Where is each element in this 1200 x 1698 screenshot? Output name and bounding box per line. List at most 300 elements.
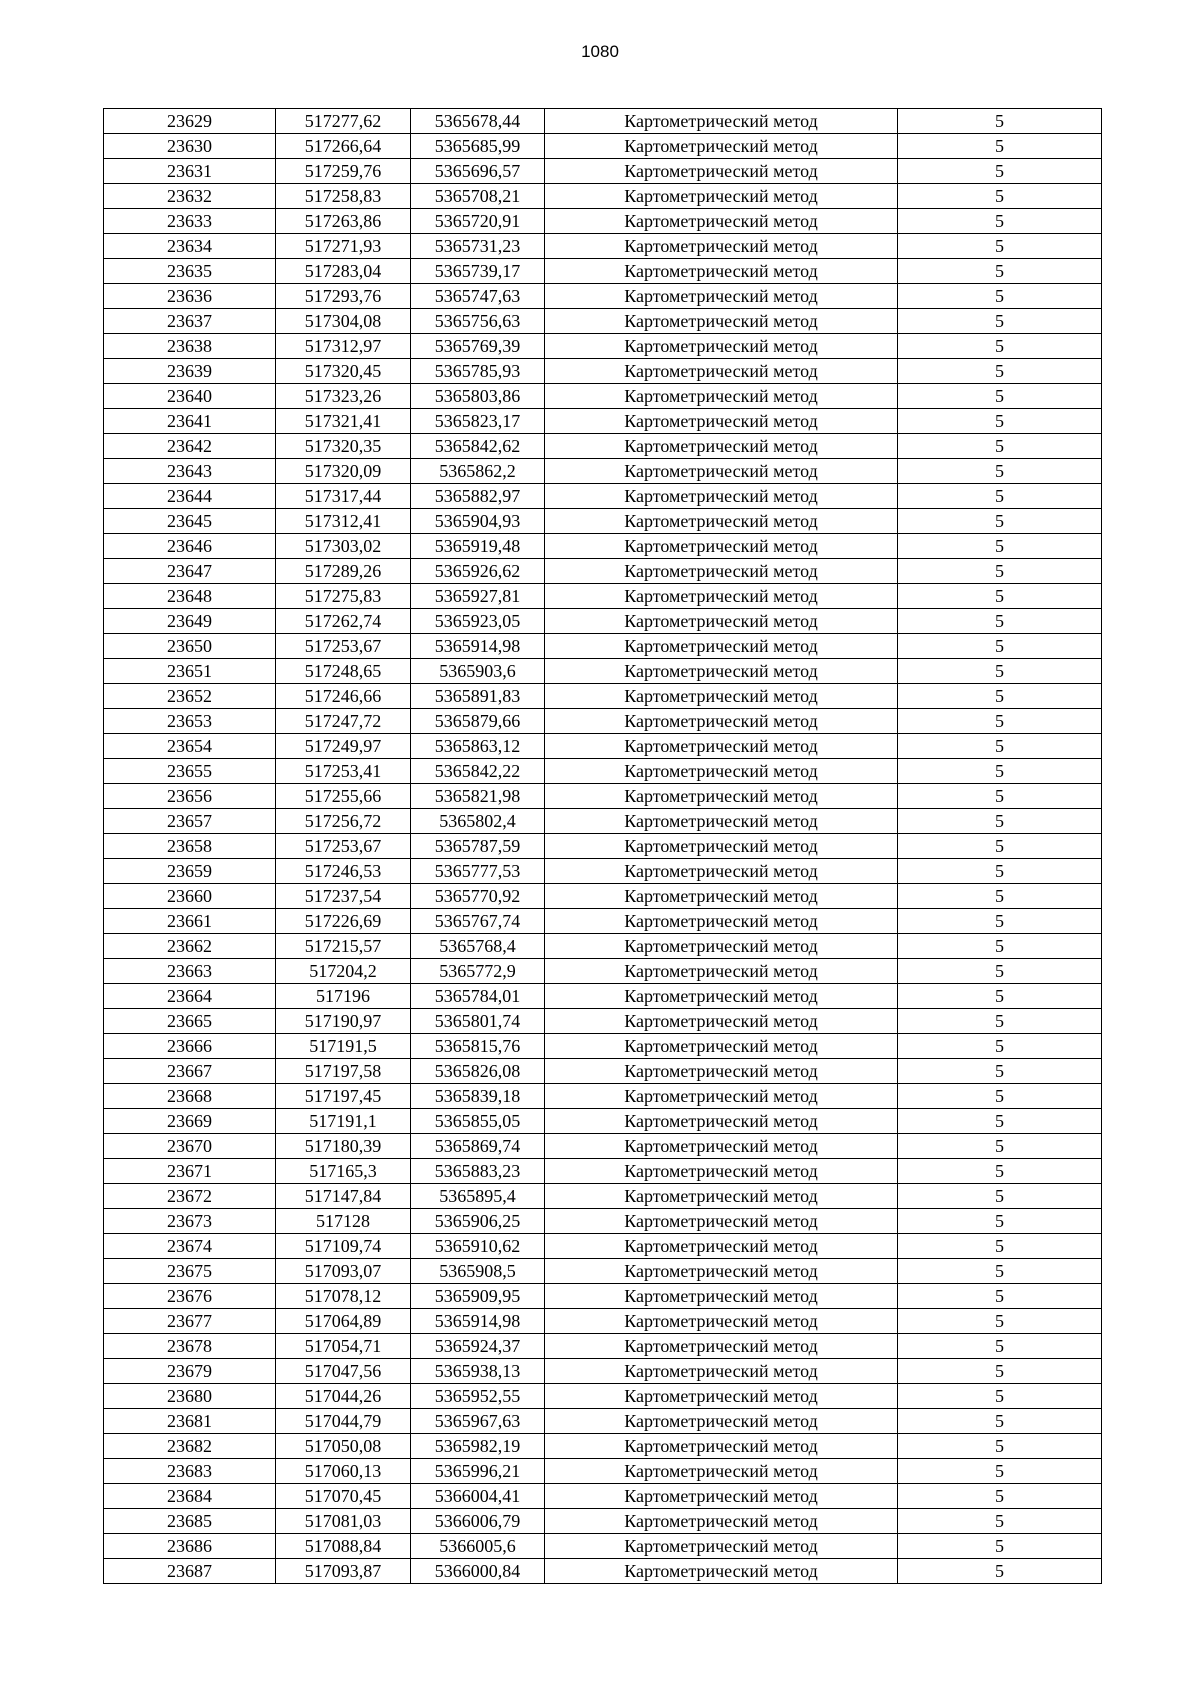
point-number-cell: 23634 xyxy=(104,234,276,259)
x-coordinate-cell: 517109,74 xyxy=(276,1234,411,1259)
method-cell: Картометрический метод xyxy=(545,1259,898,1284)
point-number-cell: 23677 xyxy=(104,1309,276,1334)
x-coordinate-cell: 517253,67 xyxy=(276,834,411,859)
point-number-cell: 23631 xyxy=(104,159,276,184)
y-coordinate-cell: 5365855,05 xyxy=(411,1109,545,1134)
point-number-cell: 23644 xyxy=(104,484,276,509)
point-number-cell: 23632 xyxy=(104,184,276,209)
table-row xyxy=(104,1034,1102,1059)
point-number-cell: 23641 xyxy=(104,409,276,434)
point-number-cell: 23659 xyxy=(104,859,276,884)
x-coordinate-cell: 517196 xyxy=(276,984,411,1009)
method-cell: Картометрический метод xyxy=(545,659,898,684)
x-coordinate-cell: 517204,2 xyxy=(276,959,411,984)
point-number-cell: 23665 xyxy=(104,1009,276,1034)
y-coordinate-cell: 5365869,74 xyxy=(411,1134,545,1159)
accuracy-cell: 5 xyxy=(898,159,1102,184)
table-row xyxy=(104,1484,1102,1509)
table-row xyxy=(104,559,1102,584)
point-number-cell: 23680 xyxy=(104,1384,276,1409)
y-coordinate-cell: 5365801,74 xyxy=(411,1009,545,1034)
accuracy-cell: 5 xyxy=(898,609,1102,634)
method-cell: Картометрический метод xyxy=(545,884,898,909)
x-coordinate-cell: 517283,04 xyxy=(276,259,411,284)
accuracy-cell: 5 xyxy=(898,359,1102,384)
point-number-cell: 23679 xyxy=(104,1359,276,1384)
accuracy-cell: 5 xyxy=(898,634,1102,659)
accuracy-cell: 5 xyxy=(898,134,1102,159)
y-coordinate-cell: 5365924,37 xyxy=(411,1334,545,1359)
y-coordinate-cell: 5365768,4 xyxy=(411,934,545,959)
accuracy-cell: 5 xyxy=(898,709,1102,734)
y-coordinate-cell: 5365802,4 xyxy=(411,809,545,834)
point-number-cell: 23647 xyxy=(104,559,276,584)
method-cell: Картометрический метод xyxy=(545,1434,898,1459)
method-cell: Картометрический метод xyxy=(545,934,898,959)
x-coordinate-cell: 517317,44 xyxy=(276,484,411,509)
accuracy-cell: 5 xyxy=(898,1409,1102,1434)
y-coordinate-cell: 5365927,81 xyxy=(411,584,545,609)
accuracy-cell: 5 xyxy=(898,1034,1102,1059)
accuracy-cell: 5 xyxy=(898,434,1102,459)
point-number-cell: 23686 xyxy=(104,1534,276,1559)
point-number-cell: 23681 xyxy=(104,1409,276,1434)
table-row xyxy=(104,1234,1102,1259)
y-coordinate-cell: 5365919,48 xyxy=(411,534,545,559)
accuracy-cell: 5 xyxy=(898,209,1102,234)
method-cell: Картометрический метод xyxy=(545,1184,898,1209)
table-row xyxy=(104,884,1102,909)
accuracy-cell: 5 xyxy=(898,1484,1102,1509)
x-coordinate-cell: 517147,84 xyxy=(276,1184,411,1209)
method-cell: Картометрический метод xyxy=(545,1059,898,1084)
table-row xyxy=(104,1009,1102,1034)
method-cell: Картометрический метод xyxy=(545,359,898,384)
y-coordinate-cell: 5365914,98 xyxy=(411,634,545,659)
x-coordinate-cell: 517190,97 xyxy=(276,1009,411,1034)
point-number-cell: 23651 xyxy=(104,659,276,684)
table-row xyxy=(104,1509,1102,1534)
method-cell: Картометрический метод xyxy=(545,1034,898,1059)
point-number-cell: 23674 xyxy=(104,1234,276,1259)
point-number-cell: 23673 xyxy=(104,1209,276,1234)
accuracy-cell: 5 xyxy=(898,934,1102,959)
table-row xyxy=(104,859,1102,884)
accuracy-cell: 5 xyxy=(898,784,1102,809)
accuracy-cell: 5 xyxy=(898,484,1102,509)
x-coordinate-cell: 517226,69 xyxy=(276,909,411,934)
point-number-cell: 23666 xyxy=(104,1034,276,1059)
x-coordinate-cell: 517255,66 xyxy=(276,784,411,809)
method-cell: Картометрический метод xyxy=(545,1009,898,1034)
point-number-cell: 23675 xyxy=(104,1259,276,1284)
x-coordinate-cell: 517060,13 xyxy=(276,1459,411,1484)
method-cell: Картометрический метод xyxy=(545,384,898,409)
accuracy-cell: 5 xyxy=(898,809,1102,834)
table-row xyxy=(104,709,1102,734)
point-number-cell: 23637 xyxy=(104,309,276,334)
y-coordinate-cell: 5365769,39 xyxy=(411,334,545,359)
point-number-cell: 23657 xyxy=(104,809,276,834)
table-row xyxy=(104,1109,1102,1134)
table-row xyxy=(104,384,1102,409)
point-number-cell: 23642 xyxy=(104,434,276,459)
accuracy-cell: 5 xyxy=(898,834,1102,859)
accuracy-cell: 5 xyxy=(898,1084,1102,1109)
y-coordinate-cell: 5365904,93 xyxy=(411,509,545,534)
table-row xyxy=(104,984,1102,1009)
x-coordinate-cell: 517191,5 xyxy=(276,1034,411,1059)
table-row xyxy=(104,434,1102,459)
table-row xyxy=(104,259,1102,284)
accuracy-cell: 5 xyxy=(898,1384,1102,1409)
method-cell: Картометрический метод xyxy=(545,1084,898,1109)
point-number-cell: 23643 xyxy=(104,459,276,484)
point-number-cell: 23687 xyxy=(104,1559,276,1584)
accuracy-cell: 5 xyxy=(898,1509,1102,1534)
accuracy-cell: 5 xyxy=(898,309,1102,334)
method-cell: Картометрический метод xyxy=(545,684,898,709)
table-row xyxy=(104,1534,1102,1559)
accuracy-cell: 5 xyxy=(898,1184,1102,1209)
point-number-cell: 23658 xyxy=(104,834,276,859)
y-coordinate-cell: 5365926,62 xyxy=(411,559,545,584)
table-row xyxy=(104,1384,1102,1409)
accuracy-cell: 5 xyxy=(898,1159,1102,1184)
coordinates-table xyxy=(103,108,1102,1584)
coordinates-table-body xyxy=(104,109,1102,1584)
point-number-cell: 23662 xyxy=(104,934,276,959)
accuracy-cell: 5 xyxy=(898,1559,1102,1584)
accuracy-cell: 5 xyxy=(898,459,1102,484)
y-coordinate-cell: 5365685,99 xyxy=(411,134,545,159)
y-coordinate-cell: 5365826,08 xyxy=(411,1059,545,1084)
method-cell: Картометрический метод xyxy=(545,134,898,159)
method-cell: Картометрический метод xyxy=(545,1209,898,1234)
x-coordinate-cell: 517197,45 xyxy=(276,1084,411,1109)
table-row xyxy=(104,209,1102,234)
table-row xyxy=(104,659,1102,684)
point-number-cell: 23685 xyxy=(104,1509,276,1534)
y-coordinate-cell: 5365882,97 xyxy=(411,484,545,509)
method-cell: Картометрический метод xyxy=(545,334,898,359)
point-number-cell: 23648 xyxy=(104,584,276,609)
x-coordinate-cell: 517277,62 xyxy=(276,109,411,134)
x-coordinate-cell: 517266,64 xyxy=(276,134,411,159)
x-coordinate-cell: 517289,26 xyxy=(276,559,411,584)
table-row xyxy=(104,909,1102,934)
method-cell: Картометрический метод xyxy=(545,759,898,784)
point-number-cell: 23672 xyxy=(104,1184,276,1209)
method-cell: Картометрический метод xyxy=(545,734,898,759)
y-coordinate-cell: 5365678,44 xyxy=(411,109,545,134)
point-number-cell: 23656 xyxy=(104,784,276,809)
table-row xyxy=(104,834,1102,859)
x-coordinate-cell: 517275,83 xyxy=(276,584,411,609)
table-row xyxy=(104,1209,1102,1234)
y-coordinate-cell: 5365696,57 xyxy=(411,159,545,184)
y-coordinate-cell: 5365996,21 xyxy=(411,1459,545,1484)
accuracy-cell: 5 xyxy=(898,259,1102,284)
accuracy-cell: 5 xyxy=(898,659,1102,684)
y-coordinate-cell: 5365862,2 xyxy=(411,459,545,484)
method-cell: Картометрический метод xyxy=(545,209,898,234)
accuracy-cell: 5 xyxy=(898,759,1102,784)
accuracy-cell: 5 xyxy=(898,1334,1102,1359)
accuracy-cell: 5 xyxy=(898,409,1102,434)
y-coordinate-cell: 5365815,76 xyxy=(411,1034,545,1059)
point-number-cell: 23678 xyxy=(104,1334,276,1359)
table-row xyxy=(104,309,1102,334)
y-coordinate-cell: 5365784,01 xyxy=(411,984,545,1009)
y-coordinate-cell: 5365967,63 xyxy=(411,1409,545,1434)
method-cell: Картометрический метод xyxy=(545,1234,898,1259)
y-coordinate-cell: 5365842,62 xyxy=(411,434,545,459)
accuracy-cell: 5 xyxy=(898,534,1102,559)
method-cell: Картометрический метод xyxy=(545,1334,898,1359)
method-cell: Картометрический метод xyxy=(545,784,898,809)
method-cell: Картометрический метод xyxy=(545,1409,898,1434)
y-coordinate-cell: 5365787,59 xyxy=(411,834,545,859)
accuracy-cell: 5 xyxy=(898,1284,1102,1309)
x-coordinate-cell: 517093,07 xyxy=(276,1259,411,1284)
x-coordinate-cell: 517044,79 xyxy=(276,1409,411,1434)
x-coordinate-cell: 517054,71 xyxy=(276,1334,411,1359)
point-number-cell: 23664 xyxy=(104,984,276,1009)
table-row xyxy=(104,1184,1102,1209)
table-row xyxy=(104,1334,1102,1359)
point-number-cell: 23650 xyxy=(104,634,276,659)
method-cell: Картометрический метод xyxy=(545,1159,898,1184)
table-row xyxy=(104,284,1102,309)
x-coordinate-cell: 517253,41 xyxy=(276,759,411,784)
table-row xyxy=(104,1359,1102,1384)
x-coordinate-cell: 517078,12 xyxy=(276,1284,411,1309)
accuracy-cell: 5 xyxy=(898,559,1102,584)
method-cell: Картометрический метод xyxy=(545,1309,898,1334)
table-row xyxy=(104,459,1102,484)
y-coordinate-cell: 5366006,79 xyxy=(411,1509,545,1534)
table-row xyxy=(104,809,1102,834)
table-row xyxy=(104,109,1102,134)
y-coordinate-cell: 5365739,17 xyxy=(411,259,545,284)
y-coordinate-cell: 5365863,12 xyxy=(411,734,545,759)
y-coordinate-cell: 5365821,98 xyxy=(411,784,545,809)
method-cell: Картометрический метод xyxy=(545,1384,898,1409)
point-number-cell: 23667 xyxy=(104,1059,276,1084)
y-coordinate-cell: 5365756,63 xyxy=(411,309,545,334)
table-row xyxy=(104,359,1102,384)
y-coordinate-cell: 5365785,93 xyxy=(411,359,545,384)
x-coordinate-cell: 517256,72 xyxy=(276,809,411,834)
point-number-cell: 23654 xyxy=(104,734,276,759)
point-number-cell: 23636 xyxy=(104,284,276,309)
x-coordinate-cell: 517320,09 xyxy=(276,459,411,484)
method-cell: Картометрический метод xyxy=(545,234,898,259)
accuracy-cell: 5 xyxy=(898,984,1102,1009)
accuracy-cell: 5 xyxy=(898,1059,1102,1084)
accuracy-cell: 5 xyxy=(898,959,1102,984)
y-coordinate-cell: 5365952,55 xyxy=(411,1384,545,1409)
method-cell: Картометрический метод xyxy=(545,609,898,634)
method-cell: Картометрический метод xyxy=(545,1534,898,1559)
table-row xyxy=(104,409,1102,434)
method-cell: Картометрический метод xyxy=(545,1509,898,1534)
x-coordinate-cell: 517093,87 xyxy=(276,1559,411,1584)
x-coordinate-cell: 517197,58 xyxy=(276,1059,411,1084)
point-number-cell: 23649 xyxy=(104,609,276,634)
table-row xyxy=(104,1284,1102,1309)
method-cell: Картометрический метод xyxy=(545,109,898,134)
table-row xyxy=(104,534,1102,559)
y-coordinate-cell: 5365879,66 xyxy=(411,709,545,734)
x-coordinate-cell: 517303,02 xyxy=(276,534,411,559)
table-row xyxy=(104,184,1102,209)
accuracy-cell: 5 xyxy=(898,1459,1102,1484)
y-coordinate-cell: 5365908,5 xyxy=(411,1259,545,1284)
accuracy-cell: 5 xyxy=(898,734,1102,759)
accuracy-cell: 5 xyxy=(898,109,1102,134)
table-row xyxy=(104,134,1102,159)
method-cell: Картометрический метод xyxy=(545,509,898,534)
method-cell: Картометрический метод xyxy=(545,309,898,334)
table-row xyxy=(104,1259,1102,1284)
accuracy-cell: 5 xyxy=(898,1209,1102,1234)
y-coordinate-cell: 5365903,6 xyxy=(411,659,545,684)
y-coordinate-cell: 5365839,18 xyxy=(411,1084,545,1109)
method-cell: Картометрический метод xyxy=(545,459,898,484)
point-number-cell: 23668 xyxy=(104,1084,276,1109)
method-cell: Картометрический метод xyxy=(545,434,898,459)
point-number-cell: 23660 xyxy=(104,884,276,909)
y-coordinate-cell: 5365842,22 xyxy=(411,759,545,784)
accuracy-cell: 5 xyxy=(898,884,1102,909)
method-cell: Картометрический метод xyxy=(545,959,898,984)
x-coordinate-cell: 517263,86 xyxy=(276,209,411,234)
table-row xyxy=(104,634,1102,659)
method-cell: Картометрический метод xyxy=(545,534,898,559)
x-coordinate-cell: 517247,72 xyxy=(276,709,411,734)
point-number-cell: 23639 xyxy=(104,359,276,384)
method-cell: Картометрический метод xyxy=(545,284,898,309)
accuracy-cell: 5 xyxy=(898,1534,1102,1559)
point-number-cell: 23684 xyxy=(104,1484,276,1509)
accuracy-cell: 5 xyxy=(898,1109,1102,1134)
point-number-cell: 23652 xyxy=(104,684,276,709)
accuracy-cell: 5 xyxy=(898,859,1102,884)
accuracy-cell: 5 xyxy=(898,334,1102,359)
x-coordinate-cell: 517180,39 xyxy=(276,1134,411,1159)
x-coordinate-cell: 517323,26 xyxy=(276,384,411,409)
point-number-cell: 23638 xyxy=(104,334,276,359)
x-coordinate-cell: 517128 xyxy=(276,1209,411,1234)
x-coordinate-cell: 517081,03 xyxy=(276,1509,411,1534)
point-number-cell: 23630 xyxy=(104,134,276,159)
table-row xyxy=(104,684,1102,709)
table-row xyxy=(104,1084,1102,1109)
accuracy-cell: 5 xyxy=(898,234,1102,259)
x-coordinate-cell: 517320,45 xyxy=(276,359,411,384)
y-coordinate-cell: 5365772,9 xyxy=(411,959,545,984)
method-cell: Картометрический метод xyxy=(545,1559,898,1584)
x-coordinate-cell: 517088,84 xyxy=(276,1534,411,1559)
table-row xyxy=(104,1309,1102,1334)
x-coordinate-cell: 517165,3 xyxy=(276,1159,411,1184)
y-coordinate-cell: 5365720,91 xyxy=(411,209,545,234)
method-cell: Картометрический метод xyxy=(545,809,898,834)
point-number-cell: 23661 xyxy=(104,909,276,934)
method-cell: Картометрический метод xyxy=(545,409,898,434)
y-coordinate-cell: 5366005,6 xyxy=(411,1534,545,1559)
point-number-cell: 23676 xyxy=(104,1284,276,1309)
x-coordinate-cell: 517312,97 xyxy=(276,334,411,359)
point-number-cell: 23682 xyxy=(104,1434,276,1459)
page-number: 1080 xyxy=(581,42,619,61)
point-number-cell: 23635 xyxy=(104,259,276,284)
y-coordinate-cell: 5365883,23 xyxy=(411,1159,545,1184)
point-number-cell: 23655 xyxy=(104,759,276,784)
x-coordinate-cell: 517253,67 xyxy=(276,634,411,659)
method-cell: Картометрический метод xyxy=(545,859,898,884)
accuracy-cell: 5 xyxy=(898,684,1102,709)
point-number-cell: 23683 xyxy=(104,1459,276,1484)
accuracy-cell: 5 xyxy=(898,1359,1102,1384)
accuracy-cell: 5 xyxy=(898,509,1102,534)
point-number-cell: 23671 xyxy=(104,1159,276,1184)
accuracy-cell: 5 xyxy=(898,1434,1102,1459)
accuracy-cell: 5 xyxy=(898,1234,1102,1259)
y-coordinate-cell: 5365823,17 xyxy=(411,409,545,434)
y-coordinate-cell: 5366004,41 xyxy=(411,1484,545,1509)
point-number-cell: 23645 xyxy=(104,509,276,534)
y-coordinate-cell: 5365938,13 xyxy=(411,1359,545,1384)
y-coordinate-cell: 5365891,83 xyxy=(411,684,545,709)
table-row xyxy=(104,1459,1102,1484)
table-row xyxy=(104,509,1102,534)
table-row xyxy=(104,1559,1102,1584)
y-coordinate-cell: 5365909,95 xyxy=(411,1284,545,1309)
x-coordinate-cell: 517271,93 xyxy=(276,234,411,259)
point-number-cell: 23670 xyxy=(104,1134,276,1159)
method-cell: Картометрический метод xyxy=(545,484,898,509)
y-coordinate-cell: 5365914,98 xyxy=(411,1309,545,1334)
y-coordinate-cell: 5365895,4 xyxy=(411,1184,545,1209)
x-coordinate-cell: 517249,97 xyxy=(276,734,411,759)
table-row xyxy=(104,1134,1102,1159)
method-cell: Картометрический метод xyxy=(545,834,898,859)
method-cell: Картометрический метод xyxy=(545,909,898,934)
y-coordinate-cell: 5365767,74 xyxy=(411,909,545,934)
point-number-cell: 23633 xyxy=(104,209,276,234)
y-coordinate-cell: 5365906,25 xyxy=(411,1209,545,1234)
x-coordinate-cell: 517259,76 xyxy=(276,159,411,184)
x-coordinate-cell: 517320,35 xyxy=(276,434,411,459)
y-coordinate-cell: 5365803,86 xyxy=(411,384,545,409)
table-row xyxy=(104,784,1102,809)
point-number-cell: 23669 xyxy=(104,1109,276,1134)
x-coordinate-cell: 517064,89 xyxy=(276,1309,411,1334)
table-row xyxy=(104,959,1102,984)
accuracy-cell: 5 xyxy=(898,584,1102,609)
table-row xyxy=(104,934,1102,959)
table-row xyxy=(104,734,1102,759)
x-coordinate-cell: 517044,26 xyxy=(276,1384,411,1409)
table-row xyxy=(104,484,1102,509)
x-coordinate-cell: 517070,45 xyxy=(276,1484,411,1509)
point-number-cell: 23640 xyxy=(104,384,276,409)
method-cell: Картометрический метод xyxy=(545,1484,898,1509)
point-number-cell: 23663 xyxy=(104,959,276,984)
